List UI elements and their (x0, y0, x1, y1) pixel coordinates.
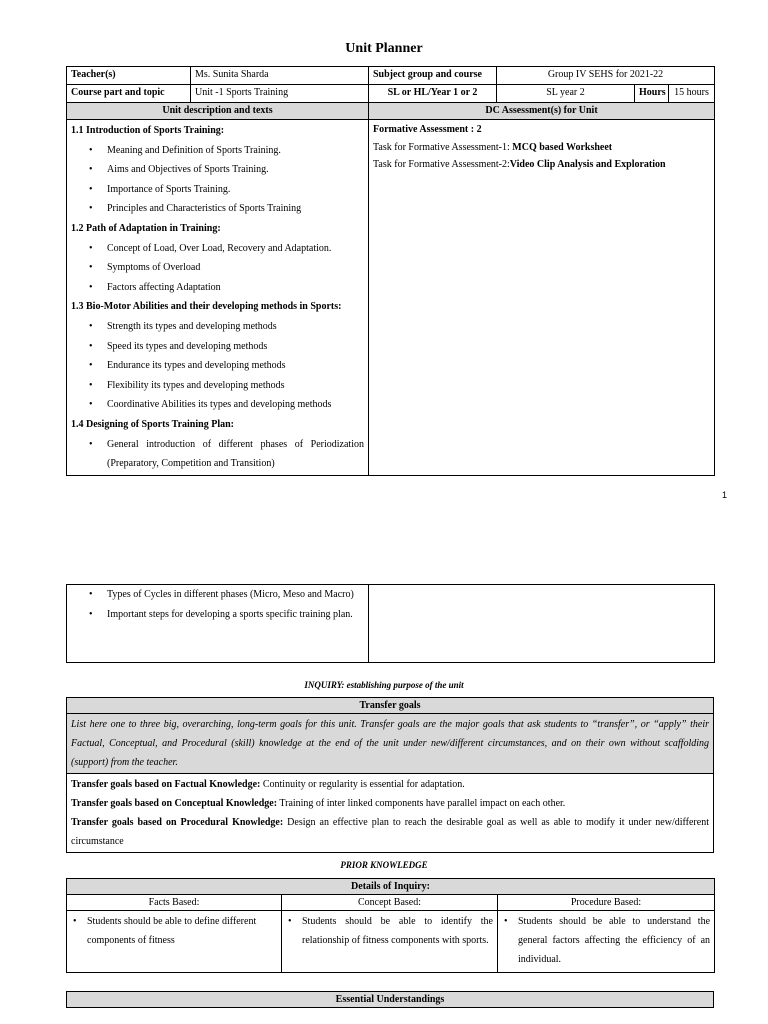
procedure-based-label: Procedure Based: (498, 895, 715, 911)
task-1 (373, 139, 710, 157)
procedural-goal-label: Transfer goals based on Procedural Knowledge: (71, 817, 284, 828)
continued-description-cell (67, 585, 369, 663)
level-value: SL year 2 (497, 85, 635, 103)
prior-knowledge-caption: PRIOR KNOWLEDGE (340, 860, 428, 870)
list-item: • Endurance its types and developing methods (71, 356, 364, 376)
continued-assessment-cell (369, 585, 715, 663)
page-title: Unit Planner (345, 41, 423, 56)
hours-value: 15 hours (669, 85, 715, 103)
unit-description-header: Unit description and texts (67, 103, 369, 120)
factual-goal-text: Continuity or regularity is essential for adaptation. (260, 779, 465, 790)
procedural-goal-text: Design an effective plan to reach the desirable goal as well as able to modify it under new/different circumstance (71, 817, 709, 847)
section-4-title: 1.4 Designing of Sports Training Plan: (71, 418, 234, 430)
formative-title: Formative Assessment : 2 (373, 124, 482, 135)
list-item: • Principles and Characteristics of Sports Training (71, 199, 364, 219)
section-1-list (71, 141, 364, 219)
level-label: SL or HL/Year 1 or 2 (369, 85, 497, 103)
conceptual-goal-label: Transfer goals based on Conceptual Knowledge: (71, 798, 278, 809)
facts-based-label: Facts Based: (67, 895, 282, 911)
continued-table (66, 584, 715, 663)
section-2-list (71, 239, 364, 298)
list-item: • Important steps for developing a sports specific training plan. (71, 605, 364, 625)
list-item: • Speed its types and developing methods (71, 337, 364, 357)
inquiry-caption: INQUIRY: establishing purpose of the unit (304, 680, 464, 690)
section-2-title: 1.2 Path of Adaptation in Training: (71, 222, 221, 234)
conceptual-goal-text: Training of inter linked components have parallel impact on each other. (277, 798, 566, 809)
assessment-header: DC Assessment(s) for Unit (369, 103, 715, 120)
prior-knowledge-table (66, 878, 715, 973)
list-item: • General introduction of different phases of Periodization (Preparatory, Competition and Transition) (71, 435, 364, 474)
list-item: • Concept of Load, Over Load, Recovery and Adaptation. (71, 239, 364, 259)
list-item: • Importance of Sports Training. (71, 180, 364, 200)
list-item: • Meaning and Definition of Sports Training. (71, 141, 364, 161)
unit-planner-table (66, 66, 715, 476)
transfer-goals-table (66, 697, 714, 853)
course-value: Unit -1 Sports Training (191, 85, 369, 103)
essential-understandings-header: Essential Understandings (67, 992, 714, 1008)
continued-list (71, 585, 364, 624)
unit-description-cell (67, 120, 369, 476)
section-4-list (71, 435, 364, 474)
task-2 (373, 156, 710, 174)
transfer-goals-content (67, 774, 714, 853)
conceptual-goal (71, 794, 709, 813)
details-of-inquiry-header: Details of Inquiry: (67, 879, 715, 895)
procedural-goal (71, 813, 709, 851)
page-number: 1 (722, 490, 728, 500)
list-item: • Coordinative Abilities its types and developing methods (71, 395, 364, 415)
section-3-list (71, 317, 364, 415)
list-item: • Strength its types and developing methods (71, 317, 364, 337)
task-1-prefix: Task for Formative Assessment-1: (373, 141, 513, 153)
list-item: • Symptoms of Overload (71, 258, 364, 278)
teacher-label: Teacher(s) (67, 67, 191, 85)
list-item: • Students should be able to define different components of fitness (71, 912, 277, 950)
concept-based-cell (282, 911, 498, 973)
task-1-name: MCQ based Worksheet (512, 141, 613, 153)
factual-goal (71, 775, 709, 794)
list-item: • Aims and Objectives of Sports Training. (71, 160, 364, 180)
list-item: • Flexibility its types and developing methods (71, 376, 364, 396)
essential-understandings-table (66, 991, 714, 1008)
task-2-prefix: Task for Formative Assessment-2: (373, 159, 510, 170)
section-1-title: 1.1 Introduction of Sports Training: (71, 125, 225, 136)
task-2-name: Video Clip Analysis and Exploration (509, 159, 666, 170)
facts-based-cell (67, 911, 282, 973)
transfer-goals-header: Transfer goals (67, 698, 714, 714)
list-item: • Students should be able to identify the relationship of fitness components with sports. (286, 912, 493, 950)
list-item: • Types of Cycles in different phases (Micro, Meso and Macro) (71, 585, 364, 605)
transfer-goals-instruction: List here one to three big, overarching, long-term goals for this unit. Transfer goals are the major goals that ask students to “transfer”, or “apply” their Factual, Conceptual, and Procedural (skill) knowledge at the end of the unit under new/different circumstances, and on their own without scaffolding (support) from the teacher. (67, 714, 714, 774)
list-item: • Factors affecting Adaptation (71, 278, 364, 298)
teacher-value: Ms. Sunita Sharda (191, 67, 369, 85)
procedure-based-cell (498, 911, 715, 973)
concept-based-label: Concept Based: (282, 895, 498, 911)
subject-label: Subject group and course (369, 67, 497, 85)
course-label: Course part and topic (67, 85, 191, 103)
factual-goal-label: Transfer goals based on Factual Knowledge: (71, 779, 261, 790)
hours-label: Hours (635, 85, 669, 103)
section-3-title: 1.3 Bio-Motor Abilities and their developing methods in Sports: (71, 301, 342, 313)
assessment-cell (369, 120, 715, 476)
list-item: • Students should be able to understand the general factors affecting the efficiency of an individual. (502, 912, 710, 969)
subject-value: Group IV SEHS for 2021-22 (497, 67, 715, 85)
